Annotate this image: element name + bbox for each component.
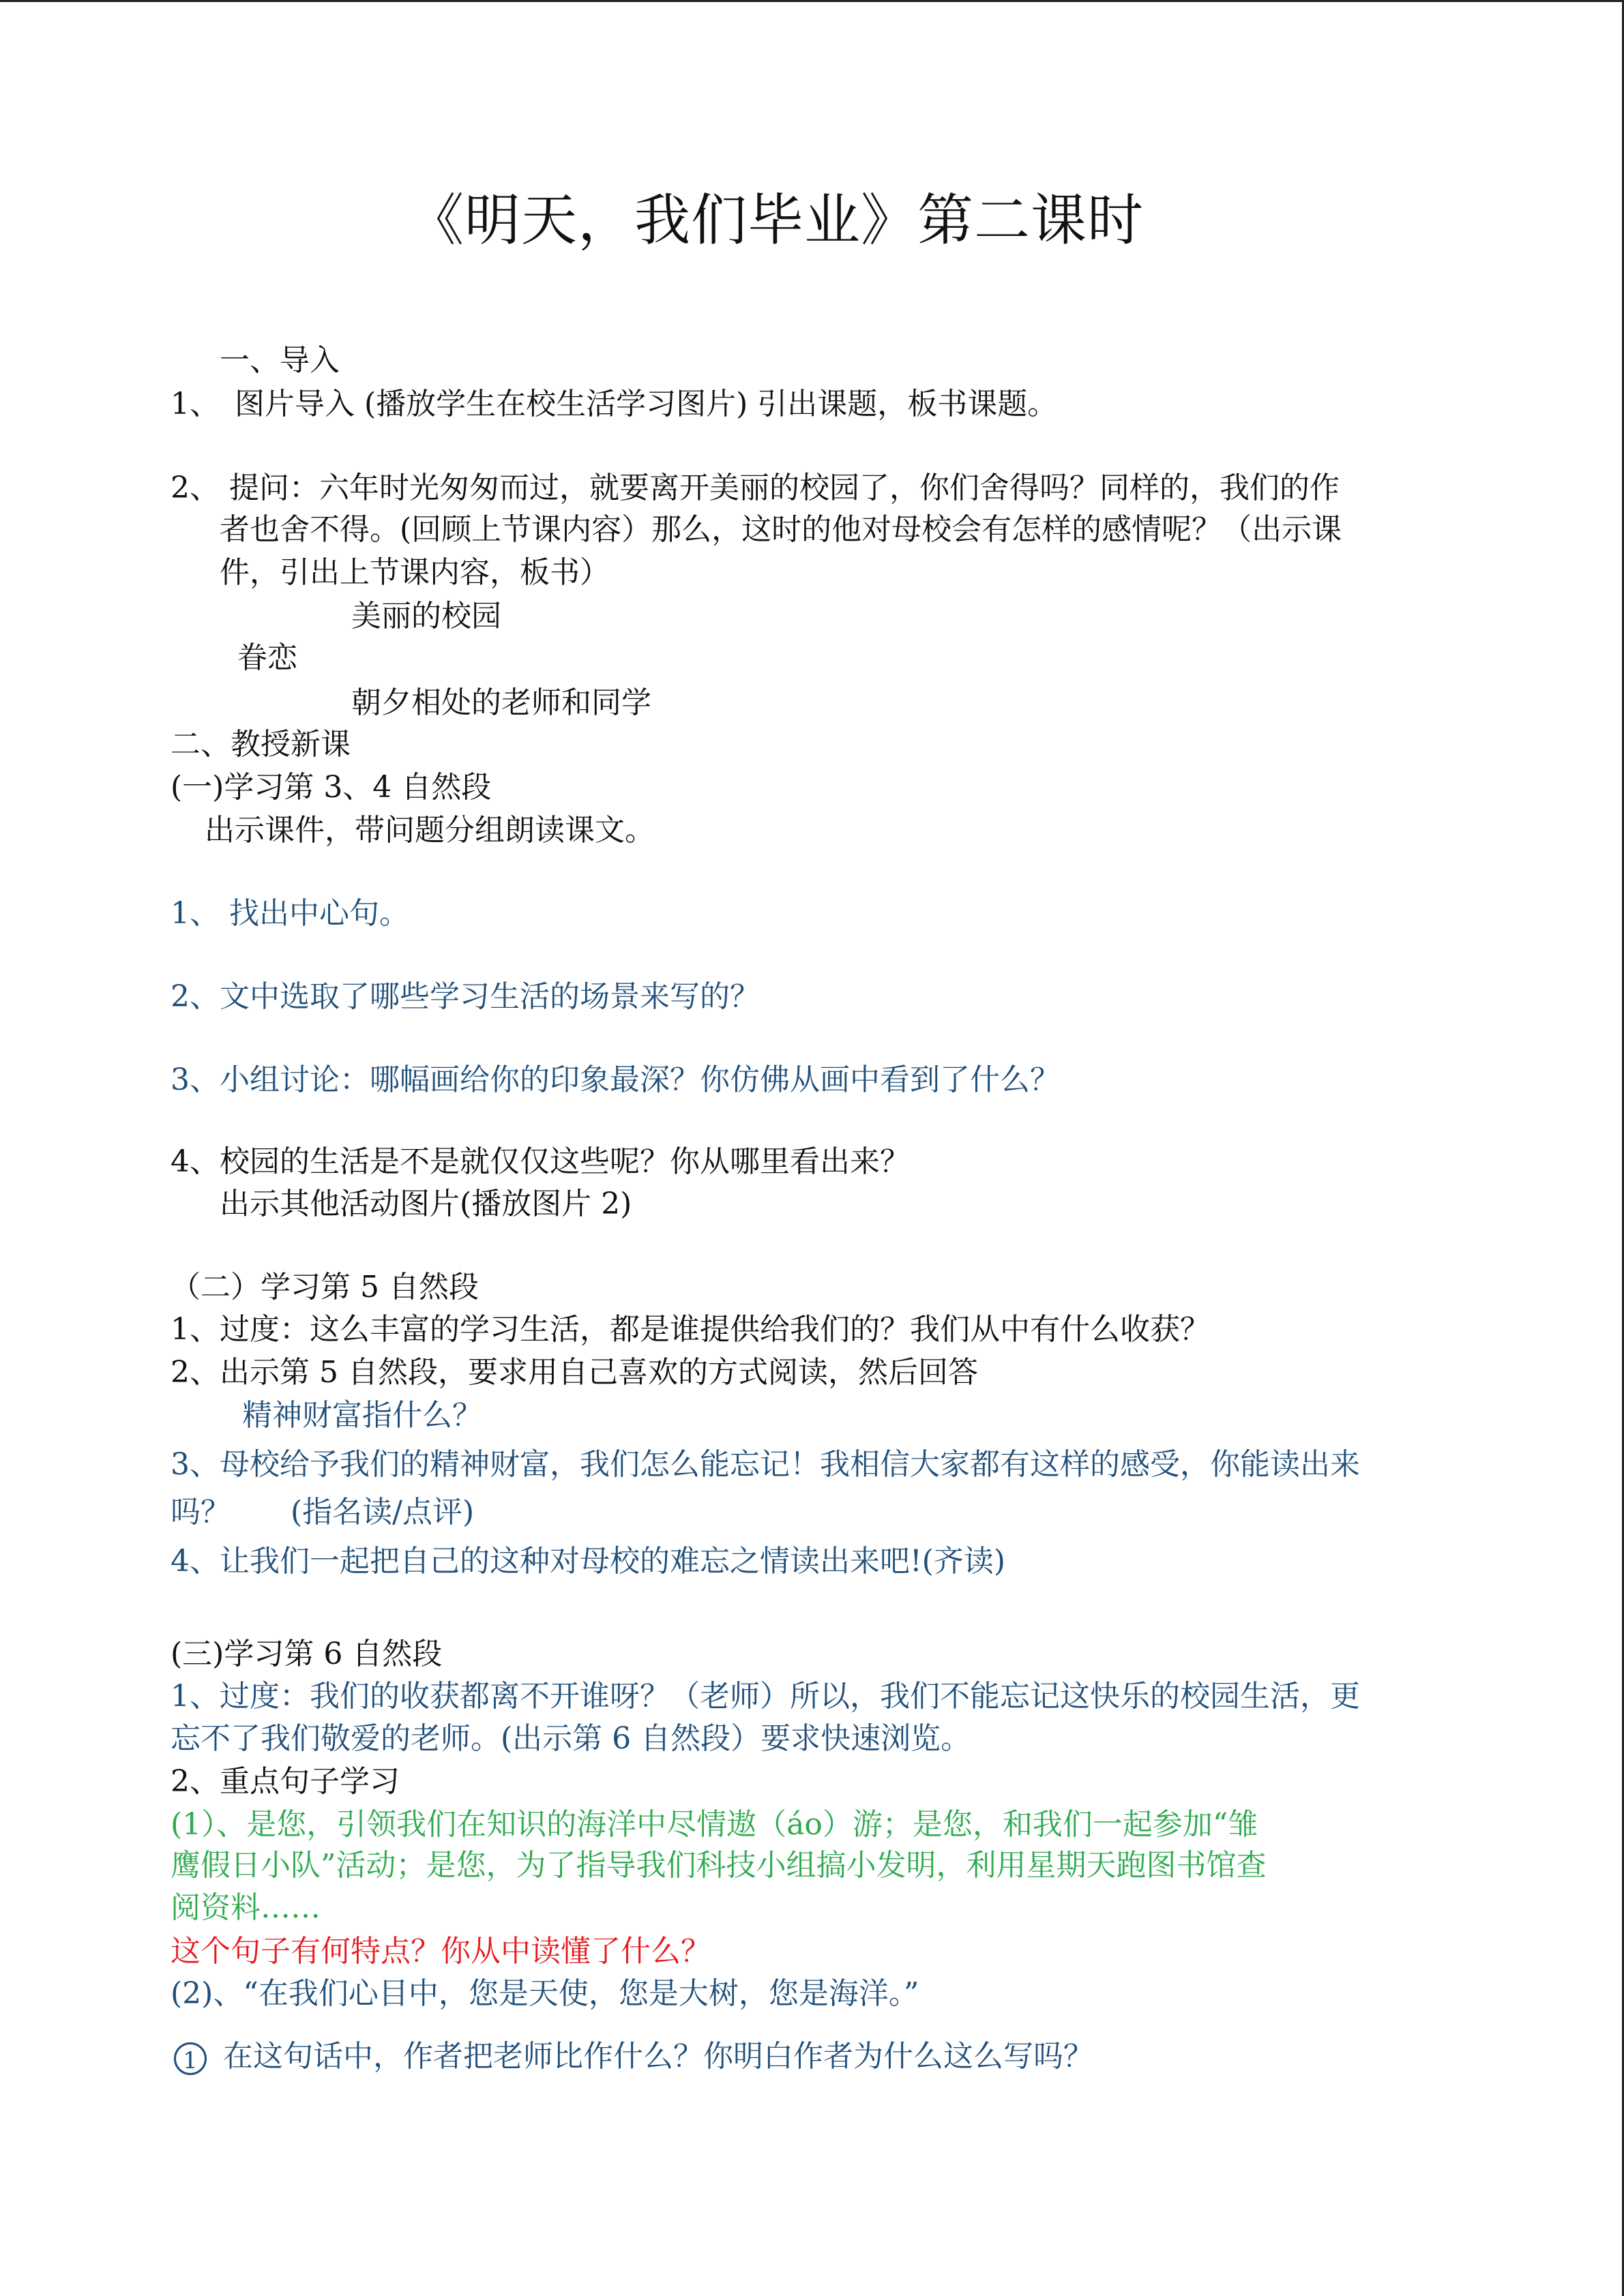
- list-item: 3、母校给予我们的精神财富，我们怎么能忘记！我相信大家都有这样的感受，你能读出来: [171, 1447, 1360, 1482]
- paragraph: 出示其他活动图片(播放图片 2): [220, 1187, 632, 1221]
- list-item: 1、 图片导入 (播放学生在校生活学习图片) 引出课题，板书课题。: [171, 387, 1058, 421]
- list-item-continued: 忘不了我们敬爱的老师。(出示第 6 自然段）要求快速浏览。: [171, 1721, 971, 1756]
- question-text: 在这句话中，作者把老师比作什么？你明白作者为什么这么写吗？: [223, 2039, 1093, 2074]
- board-note: 美丽的校园: [351, 599, 501, 633]
- board-note: 朝夕相处的老师和同学: [351, 685, 651, 720]
- list-item: 2、出示第 5 自然段，要求用自己喜欢的方式阅读，然后回答: [171, 1355, 978, 1390]
- circled-number-marker: 1: [174, 2042, 207, 2075]
- subsection-heading: (一)学习第 3、4 自然段: [171, 770, 492, 805]
- subsection-heading: （二）学习第 5 自然段: [171, 1270, 479, 1304]
- key-sentence: (1）、是您，引领我们在知识的海洋中尽情遨（áo）游；是您，和我们一起参加“雏: [171, 1807, 1258, 1842]
- key-sentence: 鹰假日小队”活动；是您，为了指导我们科技小组搞小发明，利用星期天跑图书馆查: [171, 1848, 1267, 1883]
- question-item: 2、文中选取了哪些学习生活的场景来写的？: [171, 979, 760, 1014]
- list-item: 2、重点句子学习: [171, 1764, 400, 1799]
- list-item: 1、过度：这么丰富的学习生活，都是谁提供给我们的？我们从中有什么收获？: [171, 1312, 1210, 1347]
- question-item: 3、小组讨论：哪幅画给你的印象最深？你仿佛从画中看到了什么？: [171, 1062, 1060, 1097]
- list-item-continued: 者也舍不得。(回顾上节课内容）那么，这时的他对母校会有怎样的感情呢？（出示课: [220, 512, 1342, 547]
- question-item: 1、 找出中心句。: [171, 896, 409, 931]
- key-sentence: 阅资料……: [171, 1890, 321, 1925]
- section-2-heading: 二、教授新课: [171, 727, 351, 762]
- list-item: 2、 提问：六年时光匆匆而过，就要离开美丽的校园了，你们舍得吗？同样的，我们的作: [171, 471, 1340, 505]
- question-item: [174, 2038, 1093, 2076]
- list-item-continued: 吗？ (指名读/点评): [171, 1495, 475, 1530]
- question-item: 4、校园的生活是不是就仅仅这些呢？你从哪里看出来？: [171, 1144, 910, 1179]
- section-1-heading: 一、导入: [220, 343, 340, 378]
- list-item: 4、让我们一起把自己的这种对母校的难忘之情读出来吧!(齐读): [171, 1544, 1006, 1579]
- page-title: 《明天，我们毕业》第二课时: [407, 188, 1144, 253]
- question-item: 这个句子有何特点？你从中读懂了什么？: [171, 1934, 711, 1969]
- board-note: 眷恋: [237, 640, 297, 675]
- subsection-heading: (三)学习第 6 自然段: [171, 1637, 443, 1671]
- list-item: 1、过度：我们的收获都离不开谁呀？（老师）所以，我们不能忘记这快乐的校园生活，更: [171, 1679, 1360, 1714]
- list-item-continued: 件，引出上节课内容，板书）: [220, 555, 610, 590]
- key-sentence: (2)、“在我们心目中，您是天使，您是大树，您是海洋。”: [171, 1976, 919, 2011]
- top-border: [0, 0, 1624, 2]
- paragraph: 出示课件，带问题分组朗读课文。: [205, 813, 655, 848]
- question-item: 精神财富指什么？: [242, 1398, 482, 1433]
